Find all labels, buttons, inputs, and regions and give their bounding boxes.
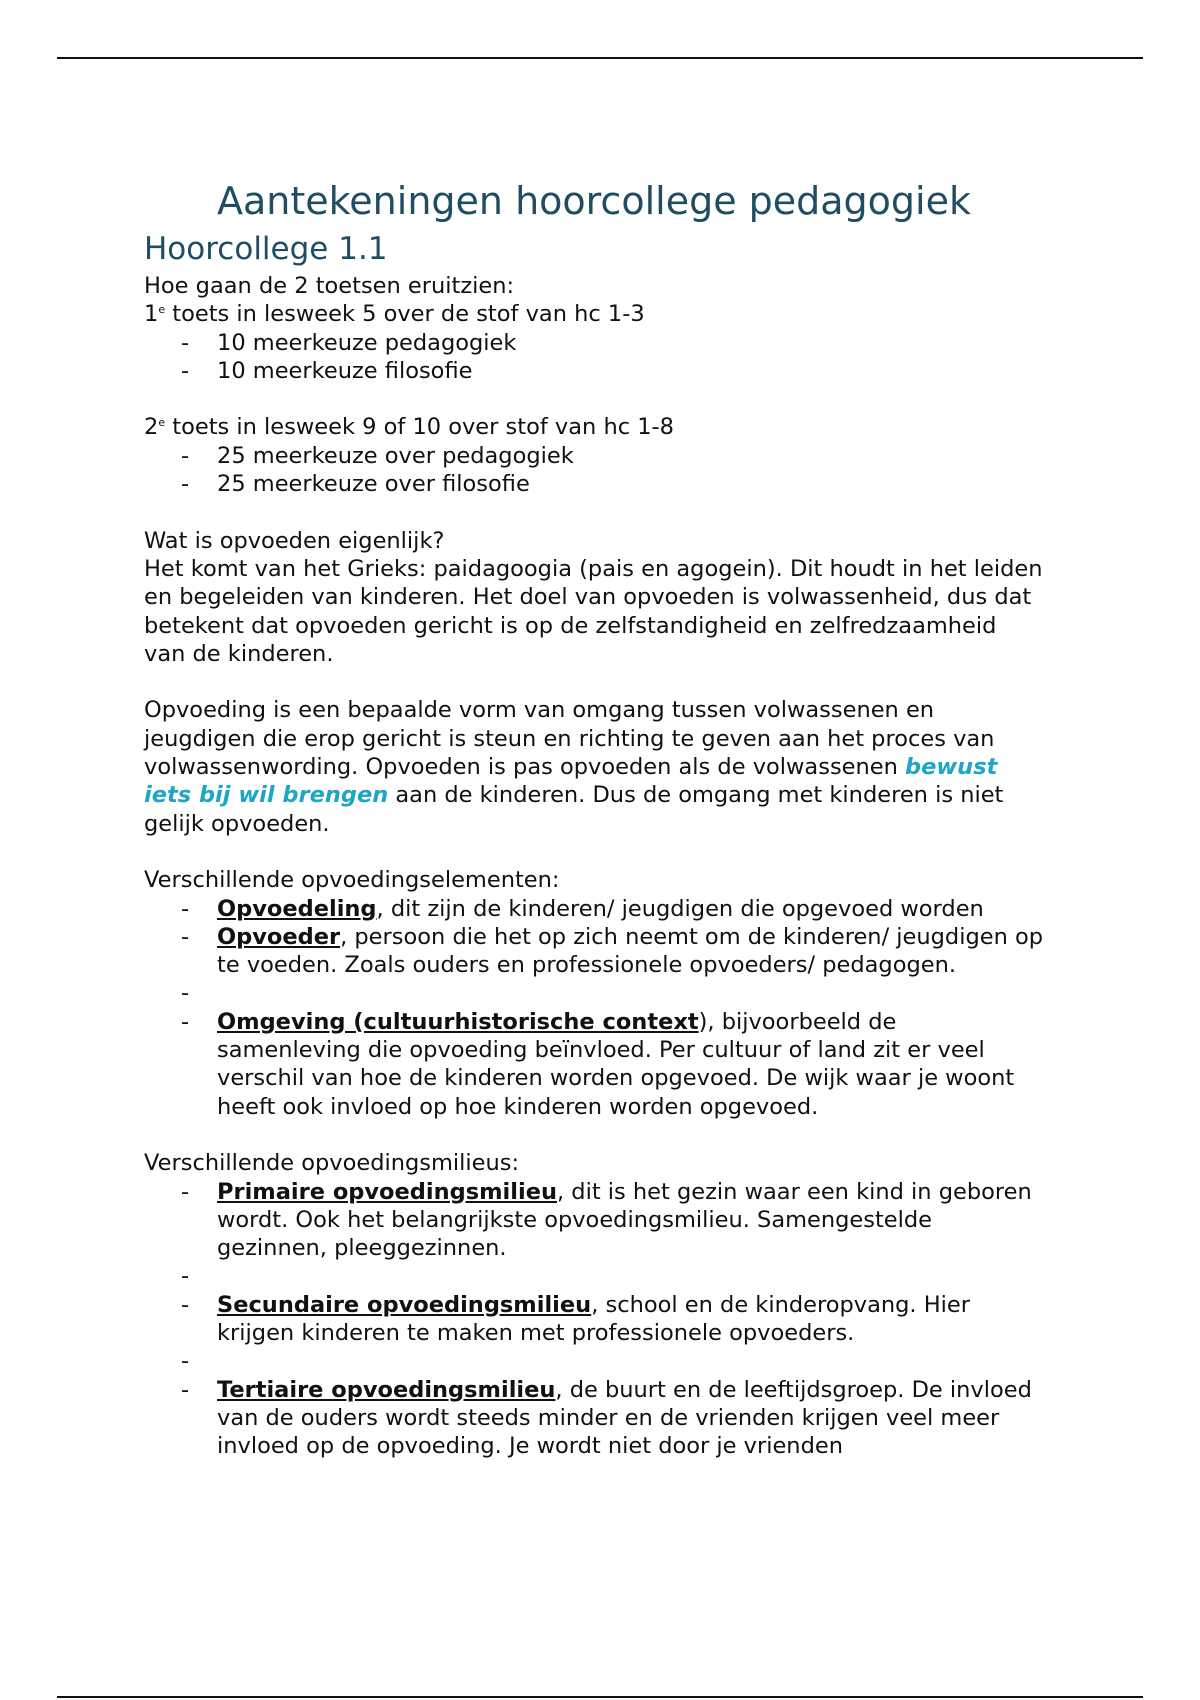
milieus-intro: Verschillende opvoedingsmilieus: (144, 1150, 520, 1177)
test1-number: 1 (144, 301, 159, 328)
milieus-list (144, 1178, 1044, 1461)
list-item: - Primaire opvoedingsmilieu, dit is het gezin waar een kind in geboren wordt. Ook het belangrijkste opvoedingsmilieu. Samengestelde gezinnen, pleeggezinnen. (144, 1178, 1044, 1263)
term: Opvoeder (217, 923, 341, 950)
term: Tertiaire opvoedingsmilieu (217, 1376, 556, 1403)
document-title: Aantekeningen hoorcollege pedagogiek (217, 179, 971, 223)
test2-number: 2 (144, 414, 159, 441)
test1-list (144, 329, 1044, 386)
footer-rule (57, 1696, 1143, 1698)
list-item: - Tertiaire opvoedingsmilieu, de buurt en de leeftijdsgroep. De invloed van de ouders wordt steeds minder en de vrienden krijgen veel meer invloed op de opvoeding. Je wordt niet door je vrienden (144, 1376, 1044, 1461)
test1-line (144, 300, 1044, 328)
test1-ordinal: e (158, 303, 166, 317)
highlight-phrase: bewust iets bij wil brengen (144, 754, 998, 809)
term: Omgeving (cultuurhistorische context (217, 1008, 699, 1035)
list-item: - 10 meerkeuze pedagogiek (144, 329, 1044, 357)
list-item: - Opvoeder, persoon die het op zich neemt om de kinderen/ jeugdigen op te voeden. Zoals ouders en professionele opvoeders/ pedagogen. (144, 923, 1044, 980)
test2-line (144, 413, 1044, 441)
list-item: - 10 meerkeuze filosofie (144, 357, 1044, 385)
test2-ordinal: e (158, 416, 166, 430)
header-rule (57, 57, 1143, 59)
test2-text: toets in lesweek 9 of 10 over stof van hc 1-8 (165, 414, 674, 441)
term: Opvoedeling (217, 895, 377, 922)
list-item: - Secundaire opvoedingsmilieu, school en de kinderopvang. Hier krijgen kinderen te maken met professionele opvoeders. (144, 1291, 1044, 1348)
test2-list (144, 442, 1044, 499)
list-item: - Omgeving (cultuurhistorische context), bijvoorbeeld de samenleving die opvoeding beïnvloed. Per cultuur of land zit er veel verschil van hoe de kinderen worden opgevoed. De wijk waar je woont heeft ook invloed op hoe kinderen worden opgevoed. (144, 1008, 1044, 1121)
elements-list (144, 895, 1044, 1121)
list-item: - 25 meerkeuze over filosofie (144, 470, 1044, 498)
term: Primaire opvoedingsmilieu (217, 1178, 557, 1205)
document-body (144, 176, 1044, 1460)
section-heading: Hoorcollege 1.1 (144, 231, 388, 267)
opvoeden-paragraph-2: Opvoeding is een bepaalde vorm van omgang tussen volwassenen en jeugdigen die erop gericht is steun en richting te geven aan het proces van volwassenwording. Opvoeden is pas opvoeden als de volwassenen bewust iets bij wil brengen aan de kinderen. Dus de omgang met kinderen is niet gelijk opvoeden. (144, 697, 1004, 837)
list-item: - Opvoedeling, dit zijn de kinderen/ jeugdigen die opgevoed worden (144, 895, 1044, 923)
tests-intro: Hoe gaan de 2 toetsen eruitzien: (144, 273, 515, 299)
opvoeden-paragraph-1: Het komt van het Grieks: paidagoogia (pais en agogein). Dit houdt in het leiden en begeleiden van kinderen. Het doel van opvoeden is volwassenheid, dus dat betekent dat opvoeden gericht is op de zelfstandigheid en zelfredzaamheid van de kinderen. (144, 555, 1043, 667)
elements-intro: Verschillende opvoedingselementen: (144, 867, 560, 894)
opvoeden-question: Wat is opvoeden eigenlijk? (144, 527, 445, 554)
list-item: - 25 meerkeuze over pedagogiek (144, 442, 1044, 470)
test1-text: toets in lesweek 5 over de stof van hc 1-3 (165, 301, 645, 328)
term: Secundaire opvoedingsmilieu (217, 1291, 592, 1318)
